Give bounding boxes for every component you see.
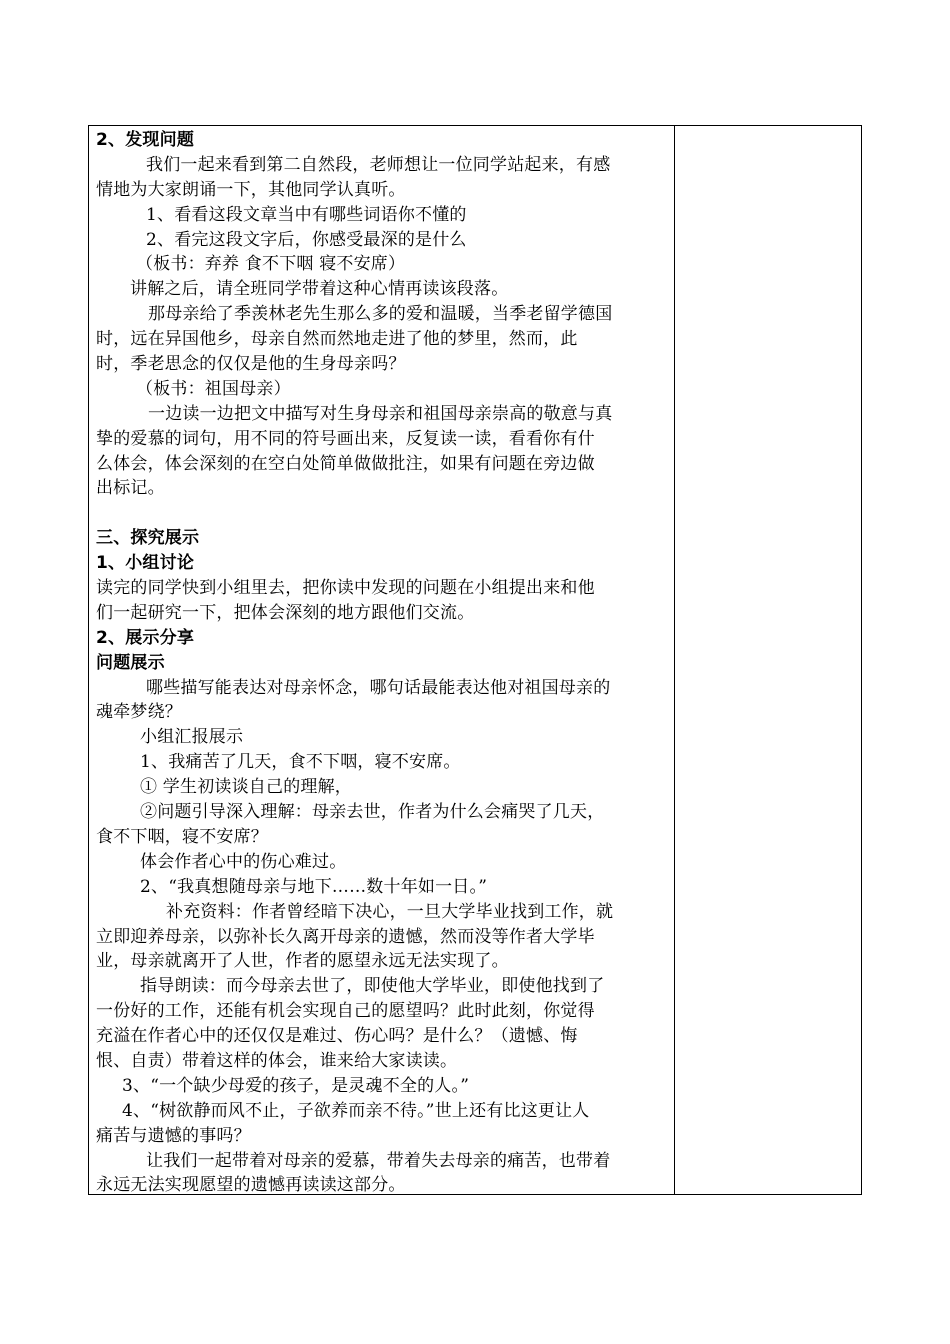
text-line: 补充资料：作者曾经暗下决心，一旦大学毕业找到工作，就 — [166, 901, 614, 922]
text-line: 读完的同学快到小组里去，把你读中发现的问题在小组提出来和他 — [96, 578, 595, 599]
section-heading: 2、发现问题 — [96, 130, 195, 150]
text-line: 小组汇报展示 — [140, 727, 244, 748]
text-line: 恨、自责）带着这样的体会，谁来给大家读读。 — [96, 1050, 458, 1071]
text-line: 么体会，体会深刻的在空白处简单做做批注，如果有问题在旁边做 — [96, 453, 595, 474]
section-heading: 2、展示分享 — [96, 627, 195, 648]
text-line: 食不下咽，寝不安席？ — [96, 826, 268, 847]
text-line: 魂牵梦绕？ — [96, 702, 182, 723]
text-line: 1、看看这段文章当中有哪些词语你不懂的 — [146, 204, 467, 225]
text-line: 3、“一个缺少母爱的孩子，是灵魂不全的人。” — [122, 1075, 470, 1096]
text-line: 痛苦与遗憾的事吗？ — [96, 1125, 251, 1146]
text-line: 讲解之后，请全班同学带着这种心情再读该段落。 — [130, 279, 509, 300]
text-line: 挚的爱慕的词句，用不同的符号画出来，反复读一读，看看你有什 — [96, 428, 595, 449]
text-line: 我们一起来看到第二自然段，老师想让一位同学站起来，有感 — [146, 154, 611, 175]
text-line: 2、“我真想随母亲与地下……数十年如一日。” — [140, 876, 488, 897]
text-line: 4、“树欲静而风不止，子欲养而亲不待。”世上还有比这更让人 — [122, 1100, 590, 1121]
text-line: 1、我痛苦了几天，食不下咽，寝不安席。 — [140, 752, 461, 773]
text-line: 情地为大家朗诵一下，其他同学认真听。 — [96, 179, 406, 200]
section-heading: 问题展示 — [96, 652, 165, 673]
text-line: 哪些描写能表达对母亲怀念，哪句话最能表达他对祖国母亲的 — [146, 677, 611, 698]
text-line: 业，母亲就离开了人世，作者的愿望永远无法实现了。 — [96, 951, 509, 972]
text-line: 2、看完这段文字后，你感受最深的是什么 — [146, 229, 467, 250]
text-line: 让我们一起带着对母亲的爱慕，带着失去母亲的痛苦，也带着 — [146, 1150, 611, 1171]
text-line: 指导朗读：而今母亲去世了，即使他大学毕业，即使他找到了 — [140, 976, 605, 997]
text-line: 时，远在异国他乡，母亲自然而然地走进了他的梦里，然而，此 — [96, 329, 578, 350]
text-line: ②问题引导深入理解：母亲去世，作者为什么会痛哭了几天， — [140, 802, 605, 823]
text-line: 时，季老思念的仅仅是他的生身母亲吗？ — [96, 354, 406, 375]
text-line: 们一起研究一下，把体会深刻的地方跟他们交流。 — [96, 602, 475, 623]
text-line: 立即迎养母亲，以弥补长久离开母亲的遗憾，然而没等作者大学毕 — [96, 926, 595, 947]
text-line: （板书：弃养 食不下咽 寝不安席） — [136, 254, 406, 275]
lesson-table — [88, 125, 862, 1195]
text-line: 出标记。 — [96, 478, 165, 499]
text-line: 充溢在作者心中的还仅仅是难过、伤心吗？是什么？（遗憾、悔 — [96, 1026, 578, 1047]
text-line: ① 学生初读谈自己的理解， — [140, 777, 353, 798]
text-line: 一份好的工作，还能有机会实现自己的愿望吗？此时此刻，你觉得 — [96, 1001, 595, 1022]
text-line: （板书：祖国母亲） — [136, 378, 291, 399]
lesson-content-cell — [96, 128, 670, 1198]
section-heading: 三、探究展示 — [96, 528, 200, 549]
text-line: 那母亲给了季羡林老先生那么多的爱和温暖，当季老留学德国 — [148, 304, 613, 325]
text-line: 体会作者心中的伤心难过。 — [140, 851, 347, 872]
notes-cell — [677, 126, 861, 1194]
section-heading: 1、小组讨论 — [96, 553, 195, 574]
text-line: 一边读一边把文中描写对生身母亲和祖国母亲崇高的敬意与真 — [148, 403, 613, 424]
blank-line — [96, 501, 670, 526]
column-divider — [674, 126, 675, 1194]
text-line: 永远无法实现愿望的遗憾再读读这部分。 — [96, 1175, 406, 1196]
